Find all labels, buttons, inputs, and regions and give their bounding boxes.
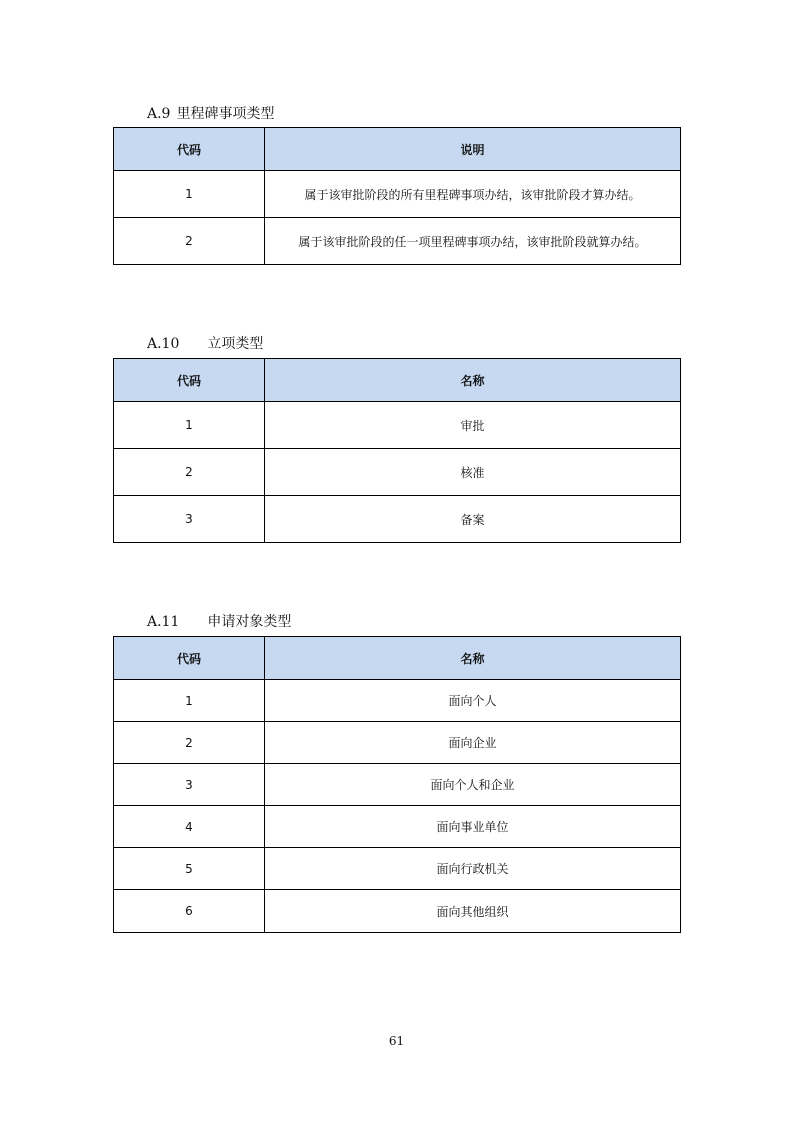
name-cell: 面向其他组织 — [265, 890, 681, 933]
column-header-name: 名称 — [265, 637, 681, 680]
column-header-code: 代码 — [114, 359, 265, 402]
code-cell: 2 — [114, 449, 265, 496]
section-title: 申请对象类型 — [207, 614, 292, 630]
table-row — [114, 402, 681, 449]
code-cell: 1 — [114, 402, 265, 449]
column-header-name: 名称 — [265, 359, 681, 402]
project-type-table — [113, 358, 681, 543]
table-row — [114, 890, 681, 933]
name-cell: 面向个人和企业 — [265, 764, 681, 806]
name-cell: 面向事业单位 — [265, 806, 681, 848]
name-cell: 面向企业 — [265, 722, 681, 764]
name-cell: 核准 — [265, 449, 681, 496]
table-header-row — [114, 128, 681, 171]
code-cell: 3 — [114, 764, 265, 806]
code-cell: 1 — [114, 171, 265, 218]
table-row — [114, 218, 681, 265]
section-heading-a9 — [147, 103, 274, 123]
table-row — [114, 764, 681, 806]
name-cell: 审批 — [265, 402, 681, 449]
code-cell: 3 — [114, 496, 265, 543]
section-title: 里程碑事项类型 — [176, 106, 275, 122]
table-row — [114, 806, 681, 848]
code-cell: 2 — [114, 722, 265, 764]
section-title: 立项类型 — [207, 336, 264, 352]
name-cell: 面向个人 — [265, 680, 681, 722]
table-row — [114, 680, 681, 722]
name-cell: 备案 — [265, 496, 681, 543]
section-number: A.10 — [147, 336, 180, 352]
code-cell: 2 — [114, 218, 265, 265]
applicant-type-table — [113, 636, 681, 933]
description-cell: 属于该审批阶段的任一项里程碑事项办结，该审批阶段就算办结。 — [265, 218, 681, 265]
name-cell: 面向行政机关 — [265, 848, 681, 890]
table-row — [114, 722, 681, 764]
code-cell: 6 — [114, 890, 265, 933]
code-cell: 4 — [114, 806, 265, 848]
description-cell: 属于该审批阶段的所有里程碑事项办结，该审批阶段才算办结。 — [265, 171, 681, 218]
column-header-code: 代码 — [114, 128, 265, 171]
table-header-row — [114, 637, 681, 680]
table-row — [114, 171, 681, 218]
code-cell: 1 — [114, 680, 265, 722]
section-heading-a11 — [147, 611, 291, 631]
table-row — [114, 449, 681, 496]
table-header-row — [114, 359, 681, 402]
section-number: A.9 — [147, 106, 171, 122]
section-heading-a10 — [147, 333, 263, 353]
column-header-description: 说明 — [265, 128, 681, 171]
page-number: 61 — [388, 1034, 405, 1048]
section-number: A.11 — [147, 614, 180, 630]
table-row — [114, 496, 681, 543]
table-row — [114, 848, 681, 890]
code-cell: 5 — [114, 848, 265, 890]
column-header-code: 代码 — [114, 637, 265, 680]
milestone-type-table — [113, 127, 681, 265]
